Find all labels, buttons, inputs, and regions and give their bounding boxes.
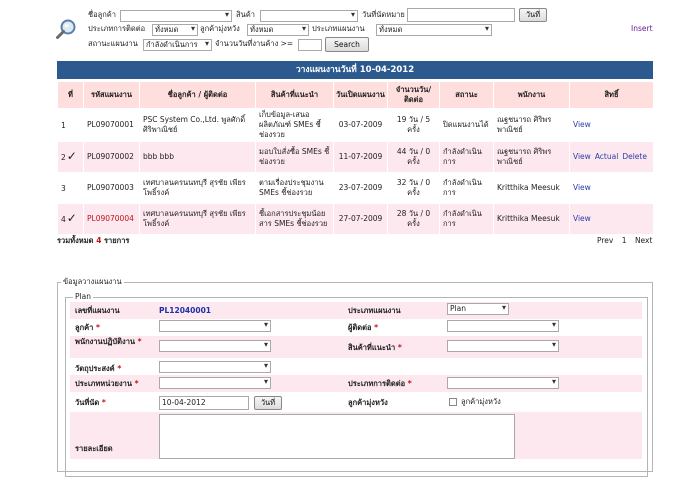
- table-row: [58, 109, 654, 142]
- header-customer: ชื่อลูกค้า / ผู้ติดต่อ: [140, 82, 256, 109]
- contact-type-select[interactable]: ทั้งหมด ▾: [152, 24, 198, 36]
- table-row: [58, 142, 654, 173]
- plan-status-select[interactable]: กำลังดำเนินการ ▾: [143, 39, 212, 51]
- row-customer: bbb bbb: [140, 142, 256, 173]
- row-status: กำลังดำเนินการ: [440, 204, 494, 235]
- prospect-checkbox-label: ลูกค้ามุ่งหวัง: [461, 397, 501, 406]
- view-link[interactable]: View: [573, 152, 591, 161]
- row-open-date: 11-07-2009: [334, 142, 388, 173]
- customer-form-select[interactable]: [159, 320, 271, 332]
- row-code: PL09070004: [84, 204, 140, 235]
- row-status: กำลังดำเนินการ: [440, 173, 494, 204]
- actual-link[interactable]: Actual: [594, 152, 619, 161]
- row-staff: Kritthika Meesuk: [494, 173, 570, 204]
- row-no: 2✓: [58, 142, 84, 173]
- insert-link[interactable]: Insert: [631, 24, 653, 33]
- row-open-date: 27-07-2009: [334, 204, 388, 235]
- header-status: สถานะ: [440, 82, 494, 109]
- delete-link[interactable]: Delete: [622, 152, 647, 161]
- plan-code-value: PL12040001: [159, 306, 212, 315]
- row-days: 28 วัน / 0 ครั้ง: [388, 204, 440, 235]
- customer-select[interactable]: [120, 10, 232, 22]
- plan-legend: Plan: [75, 292, 91, 301]
- row-code: PL09070002: [84, 142, 140, 173]
- header-days: จำนวนวัน/ติดต่อ: [388, 82, 440, 109]
- days-pending-label: จำนวนวันที่งานค้าง >=: [215, 39, 294, 48]
- appointment-date-label: วันที่นัดหมาย: [362, 10, 405, 19]
- contact-type-label: ประเภทการติดต่อ: [88, 24, 146, 33]
- row-customer: เทศบาลนครนนทบุรี สุรชัย เพียรโพธิ์รงค์: [140, 173, 256, 204]
- unit-type-form-select[interactable]: [159, 377, 271, 389]
- prospect-checkbox[interactable]: [449, 398, 457, 406]
- product-select[interactable]: [260, 10, 358, 22]
- plan-type-select[interactable]: ทั้งหมด ▾: [376, 24, 492, 36]
- detail-textarea[interactable]: [159, 414, 515, 459]
- row-staff: Kritthika Meesuk: [494, 204, 570, 235]
- contact-type-form-label: ประเภทการติดต่อ *: [348, 379, 412, 388]
- row-product: มอบใบสั่งซื้อ SMEs ชี้ช่องรวย: [256, 142, 334, 173]
- table-header-row: [58, 82, 654, 109]
- page-number[interactable]: 1: [621, 236, 627, 245]
- unit-type-form-label: ประเภทหน่วยงาน *: [75, 379, 139, 388]
- search-button[interactable]: Search: [325, 37, 369, 52]
- contact-form-select[interactable]: [447, 320, 559, 332]
- row-actions: [570, 142, 654, 173]
- appointment-date-button[interactable]: วันที่: [519, 8, 547, 22]
- row-product: ตามเรื่องประชุมงาน SMEs ชี้ช่องรวย: [256, 173, 334, 204]
- table-row: [58, 173, 654, 204]
- row-open-date: 03-07-2009: [334, 109, 388, 142]
- row-code: PL09070003: [84, 173, 140, 204]
- detail-form-label: รายละเอียด: [75, 444, 113, 453]
- header-permissions: สิทธิ์: [570, 82, 654, 109]
- header-open-date: วันเปิดแผนงาน: [334, 82, 388, 109]
- staff-form-select[interactable]: [159, 340, 271, 352]
- staff-form-label: พนักงานปฏิบัติงาน *: [75, 337, 142, 346]
- row-no: 1: [58, 109, 84, 142]
- row-staff: ณฐชนารถ ศิริพรพาณิชย์: [494, 109, 570, 142]
- row-status: ปิดแผนงานได้: [440, 109, 494, 142]
- row-customer: PSC System Co.,Ltd. พูลศักดิ์ ศิริพาณิชย์: [140, 109, 256, 142]
- view-link[interactable]: View: [573, 120, 591, 129]
- row-days: 32 วัน / 0 ครั้ง: [388, 173, 440, 204]
- row-open-date: 23-07-2009: [334, 173, 388, 204]
- plan-type-form-select[interactable]: Plan ▾: [447, 303, 509, 315]
- objective-form-label: วัตถุประสงค์ *: [75, 364, 122, 373]
- appointment-date-input[interactable]: [407, 8, 515, 22]
- row-days: 19 วัน / 5 ครั้ง: [388, 109, 440, 142]
- header-no: ที่: [58, 82, 84, 109]
- row-no: 4✓: [58, 204, 84, 235]
- contact-form-label: ผู้ติดต่อ *: [348, 323, 379, 332]
- appoint-date-input[interactable]: 10-04-2012: [159, 396, 249, 410]
- check-icon: ✓: [66, 149, 77, 163]
- row-customer: เทศบาลนครนนทบุรี สุรชัย เพียรโพธิ์รงค์: [140, 204, 256, 235]
- row-code: PL09070001: [84, 109, 140, 142]
- prospect-select[interactable]: ทั้งหมด ▾: [247, 24, 309, 36]
- plan-code-label: เลขที่แผนงาน: [75, 306, 120, 315]
- header-product: สินค้าที่แนะนำ: [256, 82, 334, 109]
- customer-label: ชื่อลูกค้า: [88, 10, 116, 19]
- plan-type-label: ประเภทแผนงาน: [312, 24, 365, 33]
- row-product: ชี้เอกสารประชุมน้อยสาร SMEs ชี้ช่องรวย: [256, 204, 334, 235]
- header-plan-code: รหัสแผนงาน: [84, 82, 140, 109]
- row-actions: [570, 109, 654, 142]
- plan-status-label: สถานะแผนงาน: [88, 39, 138, 48]
- row-actions: [570, 204, 654, 235]
- appoint-date-button[interactable]: วันที่: [254, 396, 282, 410]
- plans-table: [57, 81, 654, 235]
- row-days: 44 วัน / 0 ครั้ง: [388, 142, 440, 173]
- header-staff: พนักงาน: [494, 82, 570, 109]
- customer-form-label: ลูกค้า *: [75, 323, 100, 332]
- objective-form-select[interactable]: [159, 361, 271, 373]
- check-icon: ✓: [66, 211, 77, 225]
- appoint-form-label: วันที่นัด *: [75, 398, 106, 407]
- view-link[interactable]: View: [573, 214, 591, 223]
- next-link[interactable]: Next: [634, 236, 653, 245]
- row-staff: ณฐชนารถ ศิริพรพาณิชย์: [494, 142, 570, 173]
- product-label: สินค้า: [236, 10, 255, 19]
- pagination: [597, 236, 652, 246]
- table-title: วางแผนงานวันที่ 10-04-2012: [57, 61, 653, 79]
- row-no: 3: [58, 173, 84, 204]
- row-actions: [570, 173, 654, 204]
- table-row: [58, 204, 654, 235]
- plan-info-legend: ข้อมูลวางแผนงาน: [63, 277, 122, 286]
- prospect-form-label: ลูกค้ามุ่งหวัง: [348, 398, 388, 407]
- row-status: กำลังดำเนินการ: [440, 142, 494, 173]
- product-form-select[interactable]: [447, 340, 559, 352]
- days-pending-input[interactable]: [298, 39, 322, 51]
- plan-type-form-label: ประเภทแผนงาน: [348, 306, 401, 315]
- contact-type-form-select[interactable]: [447, 377, 559, 389]
- view-link[interactable]: View: [573, 183, 591, 192]
- prev-link[interactable]: Prev: [597, 236, 614, 245]
- product-form-label: สินค้าที่แนะนำ *: [348, 343, 402, 352]
- row-product: เก็บข้อมูล-เสนอผลิตภัณฑ์ SMEs ชี้ช่องรวย: [256, 109, 334, 142]
- table-total: รวมทั้งหมด 4 รายการ: [57, 236, 130, 245]
- magnifier-icon: [55, 18, 77, 40]
- prospect-label: ลูกค้ามุ่งหวัง: [200, 24, 240, 33]
